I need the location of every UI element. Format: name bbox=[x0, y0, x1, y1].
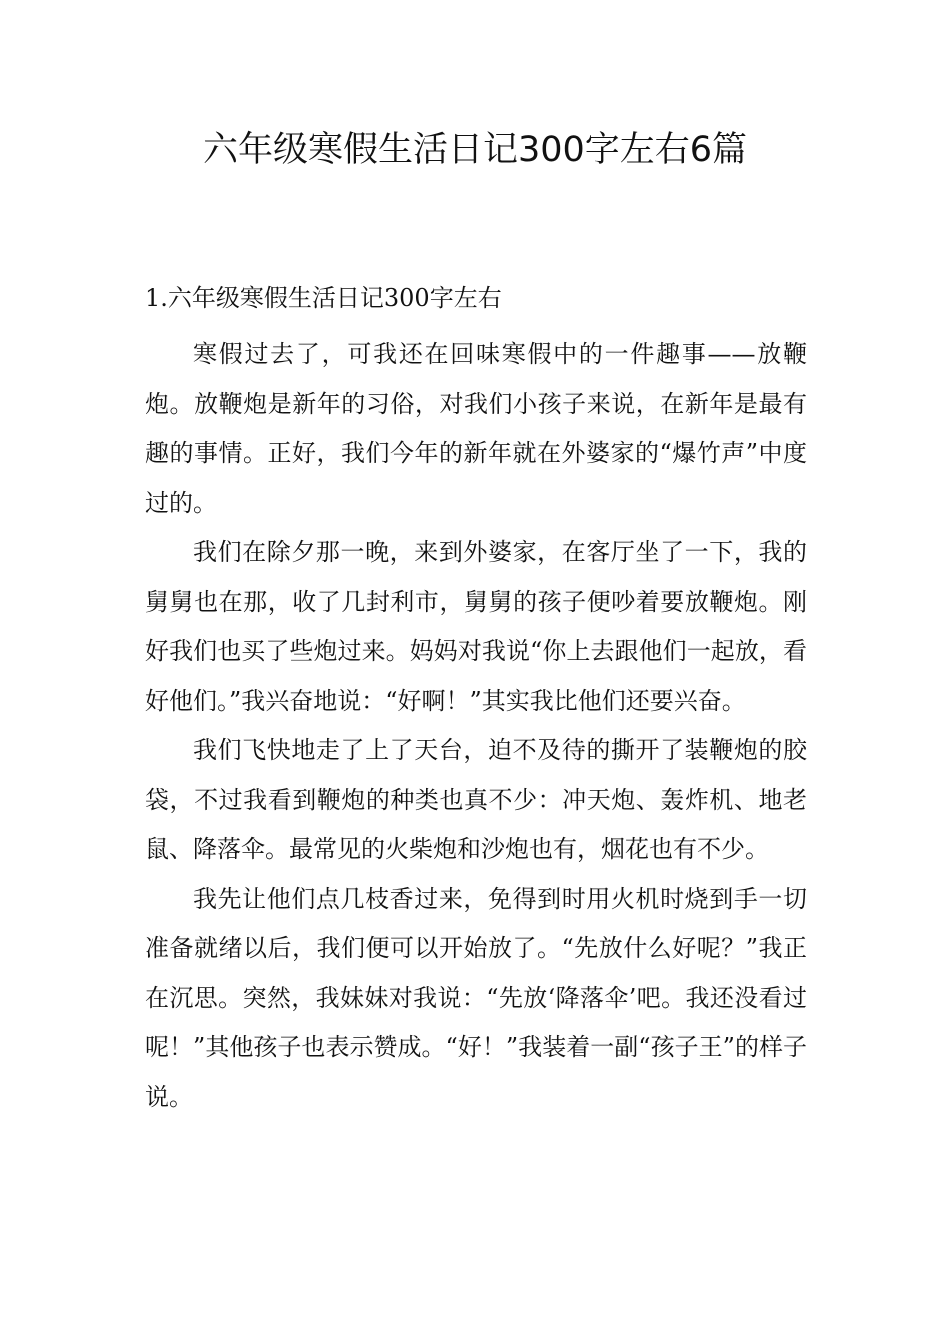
paragraph-2: 我们在除夕那一晚，来到外婆家，在客厅坐了一下，我的舅舅也在那，收了几封利市，舅舅的孩子便吵着要放鞭炮。刚好我们也买了些炮过来。妈妈对我说“你上去跟他们一起放，看好他们。”我兴奋地说：“好啊！”其实我比他们还要兴奋。 bbox=[145, 538, 807, 715]
paragraph-3: 我们飞快地走了上了天台，迫不及待的撕开了装鞭炮的胶袋，不过我看到鞭炮的种类也真不少：冲天炮、轰炸机、地老鼠、降落伞。最常见的火柴炮和沙炮也有，烟花也有不少。 bbox=[145, 736, 807, 863]
document-title: 六年级寒假生活日记300字左右6篇 bbox=[202, 130, 748, 170]
section-heading: 1.六年级寒假生活日记300字左右 bbox=[145, 284, 502, 312]
paragraph-4: 我先让他们点几枝香过来，免得到时用火机时烧到手一切准备就绪以后，我们便可以开始放了。“先放什么好呢？”我正在沉思。突然，我妹妹对我说：“先放‘降落伞’吧。我还没看过呢！”其他孩子也表示赞成。“好！”我装着一副“孩子王”的样子说。 bbox=[145, 884, 807, 1111]
document-body bbox=[145, 280, 807, 1122]
paragraph-1: 寒假过去了，可我还在回味寒假中的一件趣事——放鞭炮。放鞭炮是新年的习俗，对我们小孩子来说，在新年是最有趣的事情。正好，我们今年的新年就在外婆家的“爆竹声”中度过的。 bbox=[145, 340, 807, 517]
